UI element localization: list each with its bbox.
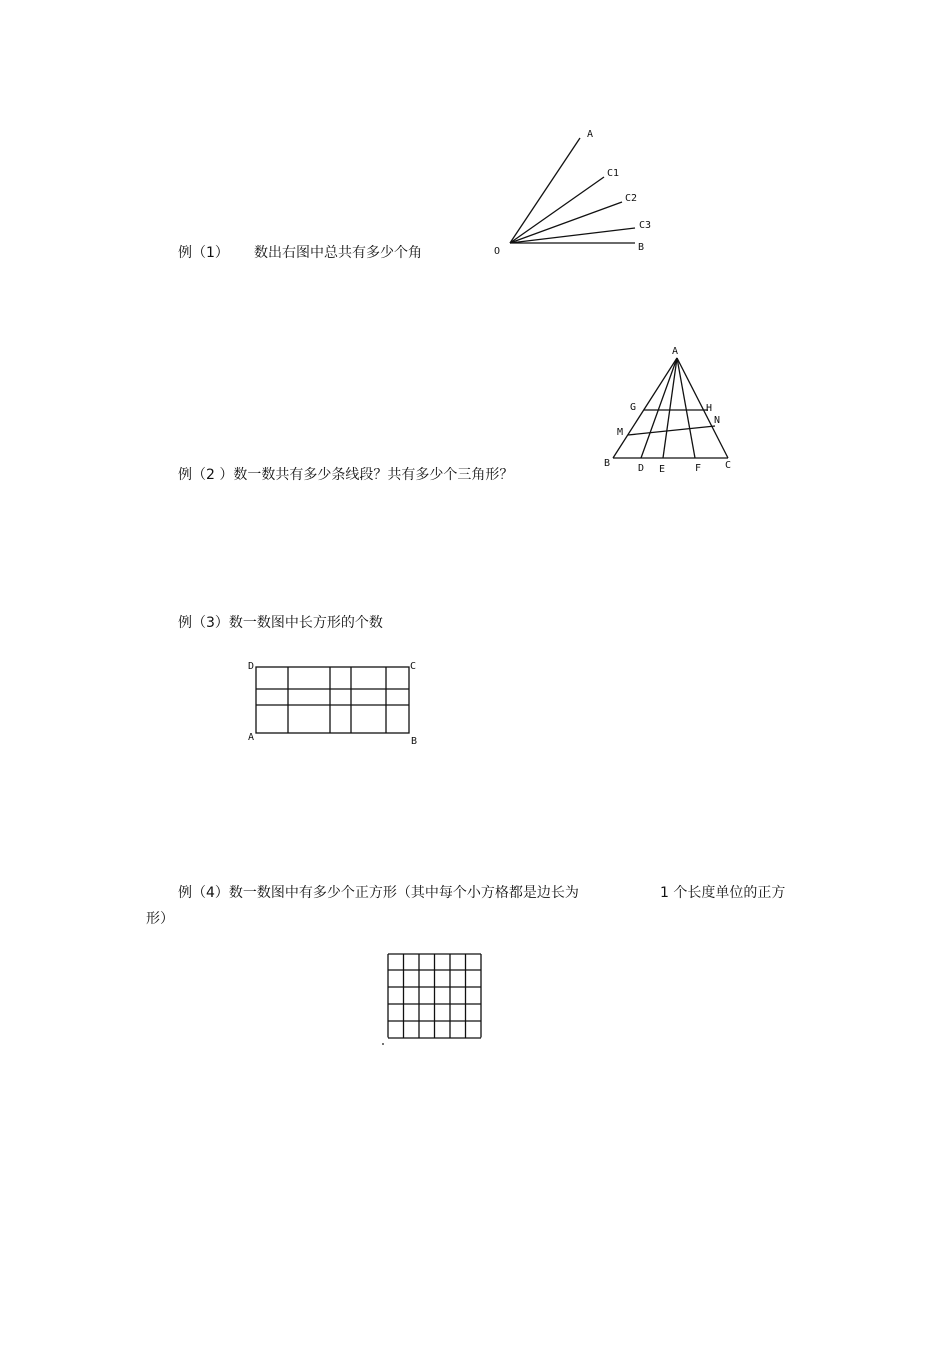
ray-oa	[510, 138, 580, 243]
q1-angle-figure	[480, 120, 680, 265]
point-c2-label: C2	[625, 193, 638, 204]
point-a-label: A	[672, 346, 679, 357]
point-f-label: F	[695, 463, 702, 474]
point-b-label: B	[411, 736, 418, 747]
line-ad	[641, 358, 677, 458]
line-mn	[628, 426, 715, 435]
point-g-label: G	[630, 402, 637, 413]
point-n-label: N	[714, 415, 721, 426]
point-d-label: D	[638, 463, 645, 474]
q4-text-line1-end: 1 个长度单位的正方	[660, 885, 786, 901]
q3-rectangle-figure	[240, 655, 430, 750]
side-ac	[677, 358, 728, 458]
line-ae	[663, 358, 677, 458]
point-c3-label: C3	[639, 220, 652, 231]
square-grid	[388, 954, 481, 1038]
point-a-label: A	[248, 732, 255, 743]
q4-text-line2: 形）	[146, 911, 174, 927]
side-ab	[613, 358, 677, 458]
point-c-label: C	[725, 460, 732, 471]
point-c1-label: C1	[607, 168, 620, 179]
q2-text: 例（2 ）数一数共有多少条线段？共有多少个三角形？	[178, 467, 514, 483]
point-b-label: B	[604, 458, 611, 469]
stray-dot	[382, 1043, 384, 1045]
point-m-label: M	[617, 427, 624, 438]
point-e-label: E	[659, 464, 666, 475]
q1-text: 数出右图中总共有多少个角	[254, 245, 422, 261]
point-c-label: C	[410, 661, 417, 672]
line-af	[677, 358, 695, 458]
point-d-label: D	[248, 661, 255, 672]
point-h-label: H	[706, 403, 713, 414]
q1-label: 例（1）	[178, 245, 229, 261]
q3-text: 例（3）数一数图中长方形的个数	[178, 615, 383, 631]
point-a-label: A	[587, 129, 594, 140]
q4-square-grid-figure	[380, 950, 490, 1050]
point-b-label: B	[638, 242, 645, 253]
q2-triangle-figure	[595, 340, 755, 480]
point-o-label: O	[494, 246, 501, 257]
q4-text-line1: 例（4）数一数图中有多少个正方形（其中每个小方格都是边长为	[178, 885, 579, 901]
